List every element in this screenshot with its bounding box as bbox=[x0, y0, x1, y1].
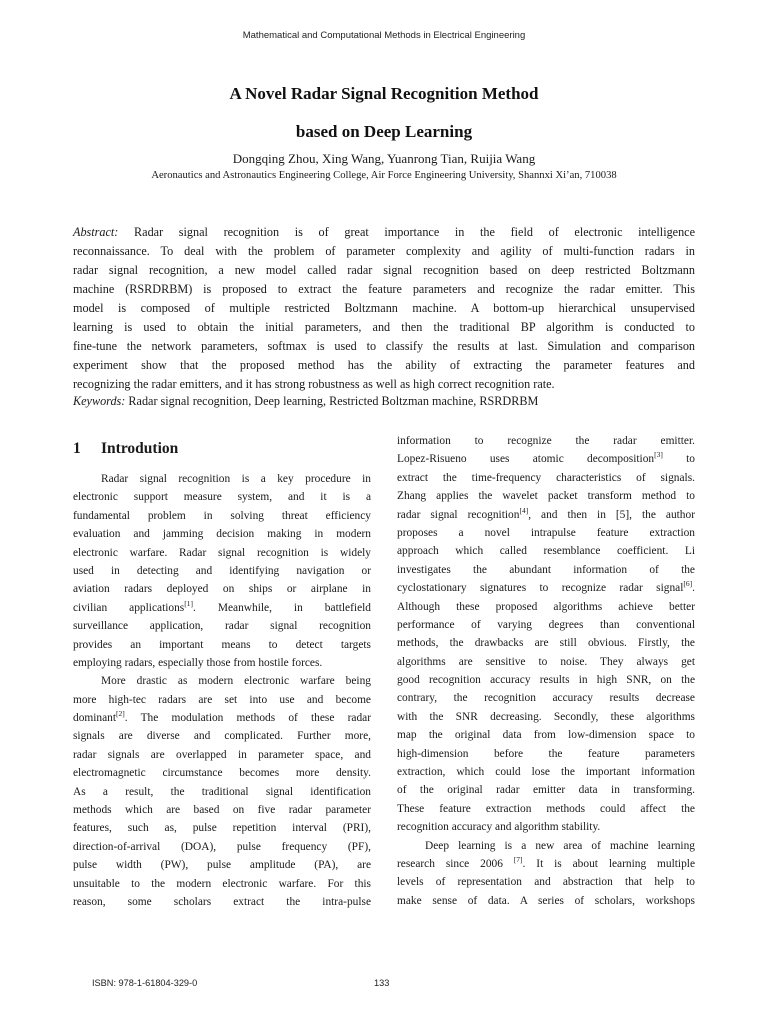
text-line: recognition accuracy and algorithm stability. bbox=[397, 821, 601, 834]
keywords-label: Keywords: bbox=[73, 394, 126, 408]
text-line: These feature extraction methods could affect the bbox=[397, 802, 695, 815]
citation-ref: [2] bbox=[116, 709, 125, 719]
text-line: electromagnetic circumstance becomes more density. bbox=[73, 767, 371, 780]
text-line: evaluation and jamming decision making in modern bbox=[73, 528, 371, 541]
text-line: pulse width (PW), pulse amplitude (PA), are bbox=[73, 859, 371, 872]
text-line: radar signal recognition[4], and then in [5], the author bbox=[397, 505, 695, 521]
abstract-line: radar signal recognition, a new model called radar signal recognition based on deep restricted Boltzmann bbox=[73, 263, 695, 277]
text-line: extract the time-frequency characteristics of signals. bbox=[397, 471, 695, 484]
citation-ref: [3] bbox=[654, 450, 663, 460]
text-line: methods which are based on five radar parameter bbox=[73, 804, 371, 817]
abstract-line: Abstract: Radar signal recognition is of great importance in the field of electronic intelligence bbox=[73, 225, 695, 239]
paper-title-line-1: A Novel Radar Signal Recognition Method bbox=[229, 84, 539, 103]
text-line: extraction, which could lose the important information bbox=[397, 766, 695, 779]
text-line: more high-tec radars are set into use and become bbox=[73, 693, 371, 706]
abstract-label: Abstract: bbox=[73, 225, 119, 239]
text-line: contrary, the recognition accuracy results decrease bbox=[397, 692, 695, 705]
text-line: investigates the abundant information of the bbox=[397, 563, 695, 576]
text-line: reason, some scholars extract the intra-pulse bbox=[73, 895, 371, 908]
left-column-text bbox=[73, 470, 371, 911]
abstract-line: model is composed of multiple restricted Boltzmann machine. A bottom-up hierarchical unsupervised bbox=[73, 301, 695, 315]
text-line: algorithms are sensitive to noise. They always get bbox=[397, 655, 695, 668]
keywords-text: Radar signal recognition, Deep learning, Restricted Boltzman machine, RSRDRBM bbox=[128, 394, 539, 408]
text-line: provides an important means to detect targets bbox=[73, 638, 371, 651]
text-line: Deep learning is a new area of machine learning bbox=[425, 839, 695, 852]
text-line: used in detecting and identifying navigation or bbox=[73, 564, 371, 577]
running-header: Mathematical and Computational Methods in Electrical Engineering bbox=[242, 30, 526, 41]
text-line: aviation radars deployed on ships or airplane in bbox=[73, 583, 371, 596]
text-line: methods, the drawbacks are still obvious. Firstly, the bbox=[397, 637, 695, 650]
text-line: As a result, the traditional signal identification bbox=[73, 785, 371, 798]
abstract-block bbox=[73, 223, 695, 394]
text-line: fundamental problem in solving threat efficiency bbox=[73, 509, 371, 522]
text-line: research since 2006 [7]. It is about learning multiple bbox=[397, 855, 695, 870]
text-line: Although these proposed algorithms achieve better bbox=[397, 600, 695, 613]
text-line: with the SNR decreasing. Secondly, these algorithms bbox=[397, 710, 695, 723]
abstract-line: fine-tune the network parameters, softmax is used to classify the results at last. Simulation and comparison bbox=[73, 339, 695, 353]
abstract-line: learning is used to obtain the initial parameters, and then the traditional BP algorithm is conducted to bbox=[73, 320, 695, 334]
citation-ref: [6] bbox=[683, 579, 693, 589]
author-affiliation: Aeronautics and Astronautics Engineering College, Air Force Engineering University, Shannxi Xi’an, 710038 bbox=[151, 170, 617, 181]
text-line: make sense of data. A series of scholars, workshops bbox=[397, 894, 695, 907]
text-line: electronic support measure system, and it is a bbox=[73, 491, 371, 504]
abstract-line: reconnaissance. To deal with the problem of parameter complexity and agility of multi-function radars in bbox=[73, 244, 695, 258]
abstract-line: experiment show that the proposed method has the ability of extracting the parameter features and bbox=[73, 358, 695, 372]
text-line: employing radars, especially those from hostile forces. bbox=[73, 656, 323, 669]
page-number: 133 bbox=[374, 978, 390, 988]
section-title: Introdution bbox=[101, 440, 179, 457]
text-line: Radar signal recognition is a key procedure in bbox=[101, 473, 371, 485]
keywords-block bbox=[73, 394, 695, 409]
text-line: dominant[2]. The modulation methods of these radar bbox=[73, 709, 371, 725]
text-line: radar signals are overlapped in parameter space, and bbox=[73, 748, 371, 761]
abstract-line: machine (RSRDRBM) is proposed to extract the feature parameters and recognize the radar emitter. This bbox=[73, 282, 695, 296]
text-line: good recognition accuracy results in high SNR, on the bbox=[397, 674, 695, 687]
section-number: 1 bbox=[73, 440, 81, 457]
abstract-line: recognizing the radar emitters, and it has strong robustness as well as high correct recognition rate. bbox=[73, 377, 555, 391]
text-line: unsuitable to the modern electronic warfare. For this bbox=[73, 877, 371, 890]
right-column-text bbox=[397, 432, 695, 910]
text-line: Lopez-Risueno uses atomic decomposition[3] to bbox=[397, 450, 695, 466]
text-line: surveillance application, radar signal recognition bbox=[73, 620, 371, 633]
citation-ref: [1] bbox=[184, 598, 193, 608]
isbn: ISBN: 978-1-61804-329-0 bbox=[92, 978, 198, 988]
text-line: Zhang applies the wavelet packet transform method to bbox=[397, 490, 695, 503]
text-line: performance of varying degrees than conventional bbox=[397, 618, 695, 631]
text-line: cyclostationary signatures to recognize radar signal[6]. bbox=[397, 579, 695, 595]
text-line: signals are diverse and complicated. Further more, bbox=[73, 730, 371, 743]
citation-ref: [7] bbox=[513, 855, 523, 865]
text-line: information to recognize the radar emitter. bbox=[397, 435, 695, 447]
text-line: approach which called resemblance coefficient. Li bbox=[397, 545, 695, 558]
text-line: map the original data from low-dimension space to bbox=[397, 729, 695, 742]
author-list: Dongqing Zhou, Xing Wang, Yuanrong Tian, Ruijia Wang bbox=[232, 151, 536, 166]
text-line: of the original radar emitter data in transforming. bbox=[397, 784, 695, 797]
paper-title-line-2: based on Deep Learning bbox=[295, 122, 473, 141]
text-line: proposes a novel intrapulse feature extraction bbox=[397, 526, 695, 539]
citation-ref: [4] bbox=[519, 505, 529, 515]
text-line: civilian applications[1]. Meanwhile, in battlefield bbox=[73, 598, 371, 614]
text-line: levels of representation and abstraction that help to bbox=[397, 876, 695, 889]
text-line: electronic warfare. Radar signal recognition is widely bbox=[73, 546, 371, 559]
text-line: high-dimension before the feature parameters bbox=[397, 747, 695, 760]
section-heading bbox=[73, 440, 178, 458]
text-line: More drastic as modern electronic warfare being bbox=[101, 675, 371, 688]
text-line: direction-of-arrival (DOA), pulse frequency (PF), bbox=[73, 840, 371, 853]
text-line: features, such as, pulse repetition interval (PRI), bbox=[73, 822, 371, 835]
